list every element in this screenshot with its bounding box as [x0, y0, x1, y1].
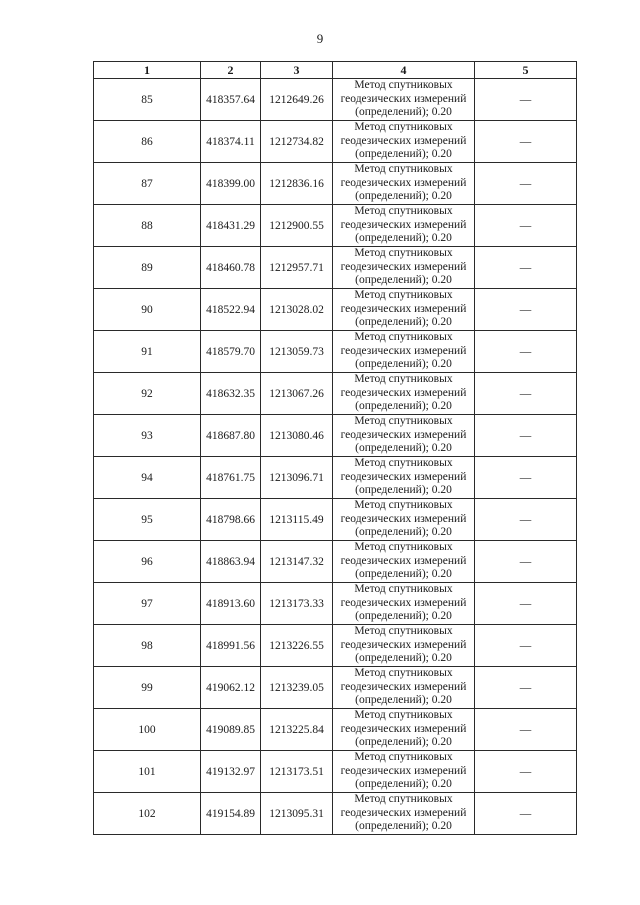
y-coordinate-cell: 1213173.33 — [261, 583, 333, 625]
x-coordinate-cell: 418579.70 — [201, 331, 261, 373]
method-text-line: геодезических измерений — [340, 638, 467, 651]
point-number-cell: 89 — [94, 247, 201, 289]
note-dash: — — [519, 219, 532, 232]
method-text-line: Метод спутниковых — [354, 625, 453, 638]
point-number-cell: 85 — [94, 79, 201, 121]
method-text-line: Метод спутниковых — [354, 583, 453, 596]
method-text-line: геодезических измерений — [340, 92, 467, 105]
y-coordinate-cell: 1212957.71 — [261, 247, 333, 289]
method-text-line: геодезических измерений — [340, 176, 467, 189]
method-text-line: (определений); 0.20 — [355, 694, 452, 707]
table-row — [94, 709, 577, 751]
method-text-line: геодезических измерений — [340, 764, 467, 777]
x-coordinate-cell: 418431.29 — [201, 205, 261, 247]
method-text-line: (определений); 0.20 — [355, 148, 452, 161]
table-row — [94, 751, 577, 793]
note-dash: — — [519, 135, 532, 148]
x-coordinate-cell: 419062.12 — [201, 667, 261, 709]
note-dash: — — [519, 177, 532, 190]
y-coordinate-cell: 1213080.46 — [261, 415, 333, 457]
method-text-line: (определений); 0.20 — [355, 610, 452, 623]
note-cell — [475, 499, 577, 541]
point-number-cell: 96 — [94, 541, 201, 583]
table-row — [94, 289, 577, 331]
table-row — [94, 625, 577, 667]
method-cell — [333, 121, 475, 163]
method-text-line: (определений); 0.20 — [355, 190, 452, 203]
point-number-cell: 92 — [94, 373, 201, 415]
point-number-cell: 98 — [94, 625, 201, 667]
note-cell — [475, 163, 577, 205]
table-row — [94, 205, 577, 247]
method-text-line: (определений); 0.20 — [355, 484, 452, 497]
y-coordinate-cell: 1213239.05 — [261, 667, 333, 709]
note-dash: — — [519, 555, 532, 568]
y-coordinate-cell: 1212900.55 — [261, 205, 333, 247]
method-text-line: геодезических измерений — [340, 596, 467, 609]
note-cell — [475, 541, 577, 583]
column-header-3: 3 — [261, 62, 333, 79]
y-coordinate-cell: 1212836.16 — [261, 163, 333, 205]
method-text-line: Метод спутниковых — [354, 709, 453, 722]
x-coordinate-cell: 418687.80 — [201, 415, 261, 457]
note-cell — [475, 121, 577, 163]
y-coordinate-cell: 1213096.71 — [261, 457, 333, 499]
method-text-line: геодезических измерений — [340, 386, 467, 399]
note-cell — [475, 331, 577, 373]
point-number-cell: 102 — [94, 793, 201, 835]
method-text-line: геодезических измерений — [340, 722, 467, 735]
method-cell — [333, 709, 475, 751]
x-coordinate-cell: 419089.85 — [201, 709, 261, 751]
method-text-line: Метод спутниковых — [354, 289, 453, 302]
method-text-line: (определений); 0.20 — [355, 358, 452, 371]
note-cell — [475, 247, 577, 289]
note-cell — [475, 373, 577, 415]
x-coordinate-cell: 419132.97 — [201, 751, 261, 793]
method-text-line: (определений); 0.20 — [355, 106, 452, 119]
point-number-cell: 88 — [94, 205, 201, 247]
method-text-line: (определений); 0.20 — [355, 778, 452, 791]
table-row — [94, 793, 577, 835]
y-coordinate-cell: 1213028.02 — [261, 289, 333, 331]
column-header-5: 5 — [475, 62, 577, 79]
method-text-line: геодезических измерений — [340, 218, 467, 231]
method-cell — [333, 751, 475, 793]
method-text-line: Метод спутниковых — [354, 751, 453, 764]
method-text-line: Метод спутниковых — [354, 793, 453, 806]
method-text-line: (определений); 0.20 — [355, 526, 452, 539]
table-row — [94, 457, 577, 499]
y-coordinate-cell: 1213173.51 — [261, 751, 333, 793]
note-dash: — — [519, 93, 532, 106]
method-text-line: геодезических измерений — [340, 134, 467, 147]
x-coordinate-cell: 418460.78 — [201, 247, 261, 289]
table-body — [94, 79, 577, 835]
method-text-line: геодезических измерений — [340, 512, 467, 525]
x-coordinate-cell: 418913.60 — [201, 583, 261, 625]
x-coordinate-cell: 418357.64 — [201, 79, 261, 121]
y-coordinate-cell: 1212649.26 — [261, 79, 333, 121]
note-dash: — — [519, 303, 532, 316]
method-cell — [333, 205, 475, 247]
table-row — [94, 79, 577, 121]
y-coordinate-cell: 1213059.73 — [261, 331, 333, 373]
method-text-line: Метод спутниковых — [354, 331, 453, 344]
method-cell — [333, 373, 475, 415]
x-coordinate-cell: 418522.94 — [201, 289, 261, 331]
method-cell — [333, 667, 475, 709]
note-dash: — — [519, 723, 532, 736]
note-dash: — — [519, 765, 532, 778]
method-text-line: геодезических измерений — [340, 428, 467, 441]
note-dash: — — [519, 387, 532, 400]
x-coordinate-cell: 418863.94 — [201, 541, 261, 583]
column-header-4: 4 — [333, 62, 475, 79]
table-row — [94, 163, 577, 205]
x-coordinate-cell: 418632.35 — [201, 373, 261, 415]
note-cell — [475, 625, 577, 667]
y-coordinate-cell: 1212734.82 — [261, 121, 333, 163]
y-coordinate-cell: 1213067.26 — [261, 373, 333, 415]
method-text-line: геодезических измерений — [340, 260, 467, 273]
method-cell — [333, 625, 475, 667]
table-row — [94, 247, 577, 289]
method-text-line: Метод спутниковых — [354, 415, 453, 428]
y-coordinate-cell: 1213115.49 — [261, 499, 333, 541]
table-row — [94, 331, 577, 373]
table-row — [94, 415, 577, 457]
table-row — [94, 667, 577, 709]
method-text-line: геодезических измерений — [340, 302, 467, 315]
method-text-line: Метод спутниковых — [354, 121, 453, 134]
y-coordinate-cell: 1213095.31 — [261, 793, 333, 835]
note-cell — [475, 793, 577, 835]
method-text-line: Метод спутниковых — [354, 79, 453, 92]
table-row — [94, 121, 577, 163]
note-dash: — — [519, 513, 532, 526]
note-cell — [475, 457, 577, 499]
point-number-cell: 87 — [94, 163, 201, 205]
method-cell — [333, 583, 475, 625]
x-coordinate-cell: 418374.11 — [201, 121, 261, 163]
note-dash: — — [519, 597, 532, 610]
point-number-cell: 93 — [94, 415, 201, 457]
point-number-cell: 91 — [94, 331, 201, 373]
table-header-row — [94, 62, 577, 79]
note-cell — [475, 289, 577, 331]
table-row — [94, 541, 577, 583]
y-coordinate-cell: 1213226.55 — [261, 625, 333, 667]
x-coordinate-cell: 419154.89 — [201, 793, 261, 835]
method-text-line: Метод спутниковых — [354, 373, 453, 386]
point-number-cell: 86 — [94, 121, 201, 163]
method-text-line: геодезических измерений — [340, 344, 467, 357]
x-coordinate-cell: 418991.56 — [201, 625, 261, 667]
y-coordinate-cell: 1213147.32 — [261, 541, 333, 583]
method-text-line: геодезических измерений — [340, 806, 467, 819]
point-number-cell: 100 — [94, 709, 201, 751]
page-number: 9 — [316, 31, 324, 46]
method-text-line: Метод спутниковых — [354, 205, 453, 218]
note-dash: — — [519, 261, 532, 274]
table-row — [94, 499, 577, 541]
note-cell — [475, 667, 577, 709]
point-number-cell: 97 — [94, 583, 201, 625]
method-text-line: геодезических измерений — [340, 554, 467, 567]
method-cell — [333, 247, 475, 289]
point-number-cell: 90 — [94, 289, 201, 331]
y-coordinate-cell: 1213225.84 — [261, 709, 333, 751]
note-dash: — — [519, 681, 532, 694]
point-number-cell: 101 — [94, 751, 201, 793]
method-cell — [333, 331, 475, 373]
method-text-line: (определений); 0.20 — [355, 568, 452, 581]
method-text-line: (определений); 0.20 — [355, 442, 452, 455]
method-cell — [333, 499, 475, 541]
method-text-line: Метод спутниковых — [354, 457, 453, 470]
note-dash: — — [519, 639, 532, 652]
x-coordinate-cell: 418798.66 — [201, 499, 261, 541]
coordinates-table — [93, 61, 577, 835]
point-number-cell: 94 — [94, 457, 201, 499]
method-cell — [333, 793, 475, 835]
method-text-line: (определений); 0.20 — [355, 736, 452, 749]
method-cell — [333, 457, 475, 499]
method-text-line: (определений); 0.20 — [355, 820, 452, 833]
method-cell — [333, 415, 475, 457]
column-header-2: 2 — [201, 62, 261, 79]
method-text-line: (определений); 0.20 — [355, 652, 452, 665]
method-cell — [333, 163, 475, 205]
point-number-cell: 95 — [94, 499, 201, 541]
method-cell — [333, 289, 475, 331]
method-text-line: (определений); 0.20 — [355, 232, 452, 245]
column-header-1: 1 — [94, 62, 201, 79]
note-cell — [475, 583, 577, 625]
method-text-line: (определений); 0.20 — [355, 316, 452, 329]
note-cell — [475, 415, 577, 457]
point-number-cell: 99 — [94, 667, 201, 709]
method-text-line: Метод спутниковых — [354, 163, 453, 176]
table-row — [94, 373, 577, 415]
method-text-line: геодезических измерений — [340, 470, 467, 483]
note-dash: — — [519, 345, 532, 358]
method-text-line: Метод спутниковых — [354, 667, 453, 680]
note-cell — [475, 709, 577, 751]
note-dash: — — [519, 807, 532, 820]
method-cell — [333, 541, 475, 583]
note-cell — [475, 79, 577, 121]
note-cell — [475, 205, 577, 247]
method-text-line: (определений); 0.20 — [355, 400, 452, 413]
table-row — [94, 583, 577, 625]
method-text-line: Метод спутниковых — [354, 541, 453, 554]
method-text-line: Метод спутниковых — [354, 499, 453, 512]
note-cell — [475, 751, 577, 793]
method-text-line: Метод спутниковых — [354, 247, 453, 260]
note-dash: — — [519, 471, 532, 484]
method-cell — [333, 79, 475, 121]
method-text-line: (определений); 0.20 — [355, 274, 452, 287]
note-dash: — — [519, 429, 532, 442]
x-coordinate-cell: 418399.00 — [201, 163, 261, 205]
x-coordinate-cell: 418761.75 — [201, 457, 261, 499]
method-text-line: геодезических измерений — [340, 680, 467, 693]
